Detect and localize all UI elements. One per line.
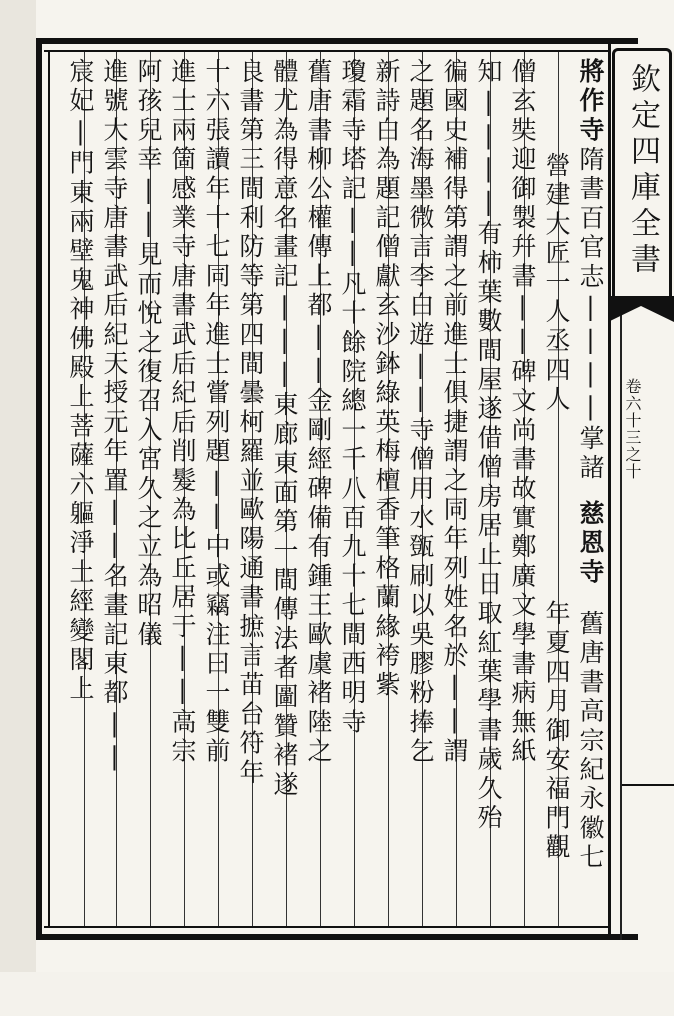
text-column-11 [300,58,336,922]
text-column-3-text [572,610,608,920]
column-text: 年夏四月御安福門觀 [542,600,571,863]
center-fold-inner-line [620,296,622,940]
column-text: 十六張讀年十七同年進士嘗列題||中或竊注曰一雙前 [202,58,231,767]
text-column-9 [368,58,404,922]
text-column-15 [164,58,200,922]
fishtail-ornament-icon [608,296,674,322]
column-text: 舊唐書高宗紀永徽七 [576,610,605,873]
column-text: 良書第三間利防等第四間曇柯羅並歐陽通書摭言苗台符年 [236,58,265,788]
text-column-14 [198,58,234,922]
running-header [612,48,672,304]
text-column-17 [96,58,132,922]
text-column-6 [470,58,506,922]
center-fold-line [608,38,611,940]
scan-margin [0,0,36,972]
text-column-4 [538,600,574,920]
text-column-18 [62,58,98,922]
text-column-7 [436,58,472,922]
column-text: 宸妃|門東兩壁鬼神佛殿上菩薩六軀淨土經變閣上 [66,58,95,705]
column-text: 體尤為得意名畫記|||東廊東面第一間傳法者圖贊褚遂 [270,58,299,800]
frame-top-border [36,38,638,44]
text-column-10 [334,58,370,922]
column-text: 進士兩箇感業寺唐書武后紀后削髮為比丘居于||高宗 [168,58,197,767]
entry-heading: 將作寺 [576,58,605,146]
column-text: 舊唐書柳公權傳上都||金剛經碑備有鍾王歐虞褚陸之 [304,58,333,767]
column-text: 瓊霜寺塔記||凡十餘院總一千八百九十七間西明寺 [338,58,367,738]
column-text: 隋書百官志||||掌諸 [576,145,605,483]
text-column-13 [232,58,268,922]
text-column-5 [504,58,540,922]
book-title: 欽定四庫全書 [625,63,660,279]
column-text: 進號大雲寺唐書武后紀天授元年置||名畫記東都|| [100,58,129,775]
frame-left-border [36,38,42,940]
text-column-16 [130,58,166,922]
entry-heading: 慈恩寺 [576,500,605,588]
text-column-8 [402,58,438,922]
column-text: 營建大匠一人丞四人 [542,152,571,415]
folio-rule [622,784,674,786]
text-column-12 [266,58,302,922]
column-text: 新詩白為題記僧獻玄沙鉢綠英梅檀香筆格蘭緣袴紫 [372,58,401,701]
frame-inner-bottom-border [44,926,608,928]
column-text: 阿孩兒幸||見而悅之復召入宮久之立為昭儀 [134,58,163,650]
column-text: 僧玄奘迎御製幷書||碑文尚書故實鄭廣文學書病無紙 [508,58,537,767]
column-text: 之題名海墨微言李白遊||寺僧用水㽅刷以吳膠粉捧乞 [406,58,435,767]
folio-label: 卷六十三之十 [623,378,642,480]
column-text: 知||||有柿葉數間屋遂借僧房居止日取紅葉學書歲久殆 [474,58,503,834]
frame-inner-left-border [48,50,50,928]
column-text: 徧國史補得第謂之前進士俱捷謂之同年列姓名於||謂 [440,58,469,767]
